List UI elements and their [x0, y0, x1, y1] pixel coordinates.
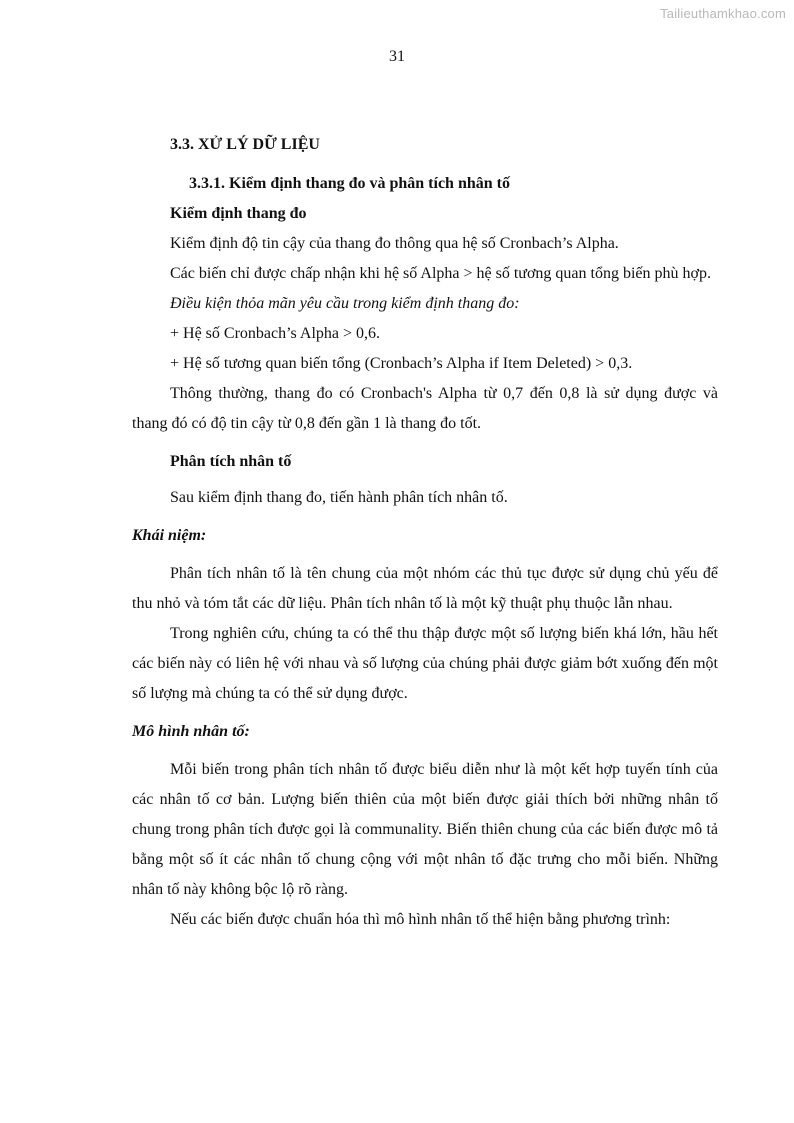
factor-analysis-intro: Sau kiểm định thang đo, tiến hành phân tích nhân tố. — [170, 489, 508, 506]
document-body — [132, 130, 718, 935]
model-paragraph-2: Nếu các biến được chuẩn hóa thì mô hình nhân tố thể hiện bằng phương trình: — [170, 911, 671, 928]
scale-test-title: Kiểm định thang đo — [170, 205, 307, 222]
concept-paragraph-2: Trong nghiên cứu, chúng ta có thể thu thập được một số lượng biến khá lớn, hầu hết các biến này có liên hệ với nhau và số lượng của chúng phải được giảm bớt xuống đến một số lượng mà chúng ta có thể sử dụng được. — [132, 625, 718, 702]
concept-title: Khái niệm: — [132, 527, 207, 544]
concept-paragraph-1: Phân tích nhân tố là tên chung của một nhóm các thủ tục được sử dụng chủ yếu để thu nhỏ và tóm tắt các dữ liệu. Phân tích nhân tố là một kỹ thuật phụ thuộc lẫn nhau. — [132, 565, 718, 612]
conditions-label: Điều kiện thỏa mãn yêu cầu trong kiểm định thang đo: — [170, 295, 520, 312]
scale-test-paragraph-1: Kiểm định độ tin cậy của thang đo thông qua hệ số Cronbach’s Alpha. — [170, 235, 619, 252]
condition-1: + Hệ số Cronbach’s Alpha > 0,6. — [170, 325, 381, 342]
subsection-heading: 3.3.1. Kiểm định thang đo và phân tích nhân tố — [189, 175, 510, 192]
scale-test-paragraph-2: Các biến chỉ được chấp nhận khi hệ số Alpha > hệ số tương quan tổng biến phù hợp. — [170, 265, 711, 282]
scale-test-paragraph-3: Thông thường, thang đo có Cronbach's Alpha từ 0,7 đến 0,8 là sử dụng được và thang đó có độ tin cậy từ 0,8 đến gần 1 là thang đo tốt. — [132, 385, 718, 432]
watermark: Tailieuthamkhao.com — [660, 6, 786, 21]
factor-analysis-title: Phân tích nhân tố — [170, 453, 292, 470]
model-paragraph-1: Mỗi biến trong phân tích nhân tố được biểu diễn như là một kết hợp tuyến tính của các nhân tố cơ bản. Lượng biến thiên của một biến được giải thích bởi những nhân tố chung trong phân tích được gọi là communality. Biến thiên chung của các biến được mô tả bằng một số ít các nhân tố chung cộng với một nhân tố đặc trưng cho mỗi biến. Những nhân tố này không bộc lộ rõ ràng. — [132, 761, 718, 898]
condition-2: + Hệ số tương quan biến tổng (Cronbach’s Alpha if Item Deleted) > 0,3. — [170, 355, 633, 372]
page-number: 31 — [389, 48, 405, 65]
section-heading: 3.3. XỬ LÝ DỮ LIỆU — [170, 136, 320, 153]
model-title: Mô hình nhân tố: — [132, 723, 250, 740]
